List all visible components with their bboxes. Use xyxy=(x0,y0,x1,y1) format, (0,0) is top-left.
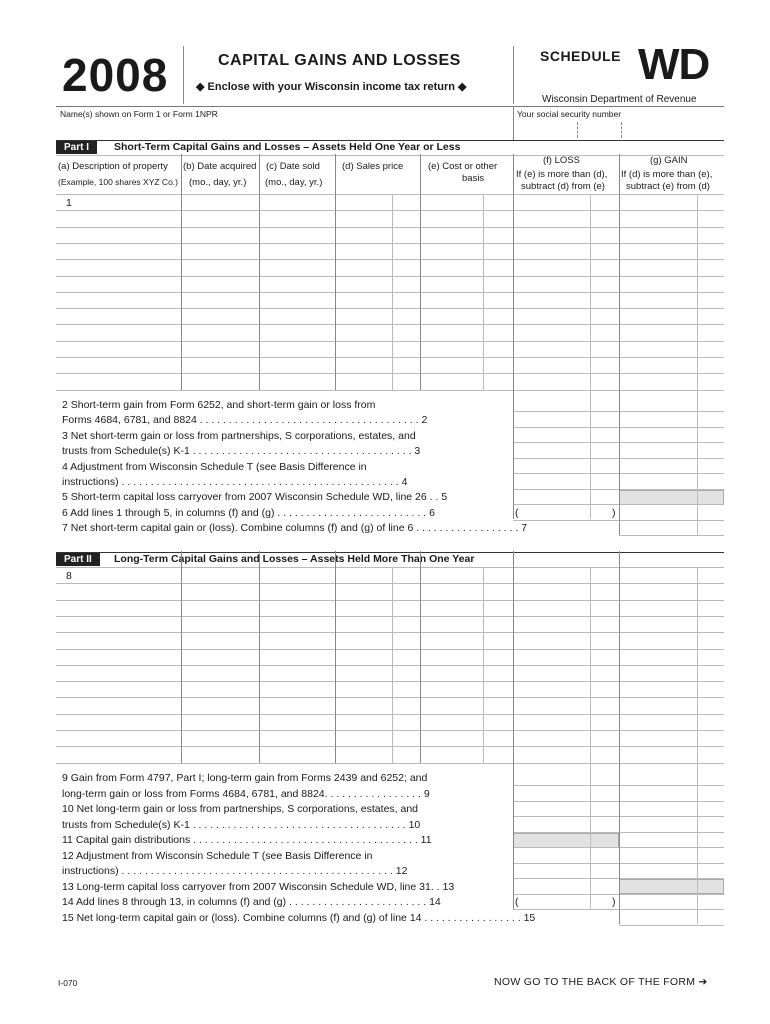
line10-text-a: 10 Net long-term gain or loss from partnerships, S corporations, estates, and xyxy=(62,803,419,815)
enclose-instruction: ◆ Enclose with your Wisconsin income tax return ◆ xyxy=(196,81,467,93)
part1-cents-divider xyxy=(697,194,698,390)
part2-col-divider xyxy=(335,551,336,763)
part1-row-rule xyxy=(56,292,724,293)
schedule-code: WD xyxy=(638,40,710,89)
col-f-rule: If (e) is more than (d), xyxy=(516,169,608,180)
part2-cents-divider xyxy=(590,567,591,763)
name-ssn-divider xyxy=(513,106,514,140)
col-b-header: (b) Date acquired xyxy=(183,161,257,172)
line2-text-b: Forms 4684, 6781, and 8824 . . . . . . . . . . . . . . . . . . . . . . . . . . . . . . . . . . . . . . 2 xyxy=(62,414,428,426)
names-label: Name(s) shown on Form 1 or Form 1NPR xyxy=(60,109,218,119)
line13-shaded-cell xyxy=(619,879,724,894)
row1-label: 1 xyxy=(66,197,72,209)
line2-text-a: 2 Short-term gain from Form 6252, and short-term gain or loss from xyxy=(62,399,376,411)
form-code: I-070 xyxy=(58,978,78,988)
part1-title: Short-Term Capital Gains and Losses – Assets Held One Year or Less xyxy=(114,141,461,153)
line15-text: 15 Net long-term capital gain or (loss). Combine columns (f) and (g) of line 14 . . . . . . . . . . . . . . . . . 15 xyxy=(62,912,536,924)
ssn-label: Your social security number xyxy=(517,109,622,119)
next-page-note: NOW GO TO THE BACK OF THE FORM ➔ xyxy=(494,976,708,988)
col-f-rule2: subtract (d) from (e) xyxy=(521,181,605,192)
col-g-rule2: subtract (e) from (d) xyxy=(626,181,710,192)
part1-row-rule xyxy=(56,341,724,342)
line14-text: 14 Add lines 8 through 13, in columns (f) and (g) . . . . . . . . . . . . . . . . . . . . . . . . 14 xyxy=(62,896,441,908)
part1-row-rule xyxy=(56,276,724,277)
part1-summary-divider xyxy=(619,390,620,535)
line11-text: 11 Capital gain distributions . . . . . . . . . . . . . . . . . . . . . . . . . . . . . . . . . . . . . . . 11 xyxy=(62,834,432,846)
part2-col-divider xyxy=(181,551,182,763)
part1-tag: Part I xyxy=(56,141,97,154)
part2-row-rule xyxy=(56,567,724,568)
schedule-label: SCHEDULE xyxy=(540,48,622,64)
col-c-header: (c) Date sold xyxy=(266,161,320,172)
line11-shaded-cell xyxy=(513,833,619,848)
part1-row-rule xyxy=(56,357,724,358)
line12-text-a: 12 Adjustment from Wisconsin Schedule T (see Basis Difference in xyxy=(62,850,373,862)
part2-row-rule xyxy=(56,763,724,764)
department-name: Wisconsin Department of Revenue xyxy=(542,94,697,105)
part2-col-divider xyxy=(420,551,421,763)
part2-col-divider xyxy=(259,551,260,763)
part2-row-rule xyxy=(56,697,724,698)
line6-paren-open: ( xyxy=(515,507,519,519)
line3-text-b: trusts from Schedule(s) K-1 . . . . . . . . . . . . . . . . . . . . . . . . . . . . . . . . . . . . . . 3 xyxy=(62,445,421,457)
part1-col-divider xyxy=(513,154,514,390)
line5-text: 5 Short-term capital loss carryover from 2007 Wisconsin Schedule WD, line 26 . . 5 xyxy=(62,491,448,503)
line5-shaded-cell xyxy=(619,490,724,505)
part2-col-divider xyxy=(513,551,514,763)
part1-summary-cents xyxy=(590,390,591,520)
part2-row-rule xyxy=(56,714,724,715)
line14-paren-close: ) xyxy=(612,896,616,908)
part2-row-rule xyxy=(56,583,724,584)
part2-cents-divider xyxy=(392,567,393,763)
col-c-sub: (mo., day, yr.) xyxy=(265,177,323,188)
part1-header-top xyxy=(56,155,724,156)
part2-row-rule xyxy=(56,600,724,601)
part2-cents-divider xyxy=(483,567,484,763)
part1-col-divider xyxy=(335,154,336,390)
part2-total-rule xyxy=(619,925,724,926)
line13-text: 13 Long-term capital loss carryover from 2007 Wisconsin Schedule WD, line 31. . 13 xyxy=(62,881,455,893)
part2-summary-divider xyxy=(619,763,620,925)
line3-text-a: 3 Net short-term gain or loss from partnerships, S corporations, estates, and xyxy=(62,430,416,442)
line7-text: 7 Net short-term capital gain or (loss). Combine columns (f) and (g) of line 6 . . . . . . . . . . . . . . . . . . 7 xyxy=(62,522,528,534)
header-rule xyxy=(56,106,724,107)
part2-row-rule xyxy=(56,681,724,682)
part2-summary-cents xyxy=(697,763,698,925)
part1-summary-cents xyxy=(697,390,698,535)
part1-col-divider xyxy=(420,154,421,390)
line9-text-a: 9 Gain from Form 4797, Part I; long-term gain from Forms 2439 and 6252; and xyxy=(62,772,428,784)
tax-year: 2008 xyxy=(62,49,169,101)
part1-col-divider xyxy=(181,154,182,390)
part1-row-rule xyxy=(56,324,724,325)
col-e-sub: basis xyxy=(462,173,485,184)
col-b-sub: (mo., day, yr.) xyxy=(189,177,247,188)
header-divider xyxy=(183,46,184,104)
part1-total-rule xyxy=(619,535,724,536)
part2-row-rule xyxy=(56,649,724,650)
part1-cents-divider xyxy=(483,194,484,390)
line9-text-b: long-term gain or loss from Forms 4684, 6781, and 8824. . . . . . . . . . . . . . . . . 9 xyxy=(62,788,430,800)
col-g-header: (g) GAIN xyxy=(650,155,688,166)
part2-col-divider xyxy=(619,551,620,763)
names-field[interactable] xyxy=(60,120,510,138)
ssn-field[interactable] xyxy=(517,120,722,138)
part2-cents-divider xyxy=(697,567,698,763)
col-g-rule: If (d) is more than (e), xyxy=(621,169,713,180)
part1-row-rule xyxy=(56,227,724,228)
col-f-header: (f) LOSS xyxy=(543,155,580,166)
part1-cents-divider xyxy=(392,194,393,390)
col-d-header: (d) Sales price xyxy=(342,161,404,172)
part2-row-rule xyxy=(56,632,724,633)
line10-text-b: trusts from Schedule(s) K-1 . . . . . . . . . . . . . . . . . . . . . . . . . . . . . . . . . . . . . 10 xyxy=(62,819,421,831)
row8-label: 8 xyxy=(66,570,72,582)
part1-summary-divider xyxy=(513,390,514,520)
part2-tag: Part II xyxy=(56,553,100,566)
part1-row-rule xyxy=(56,390,724,391)
col-e-header: (e) Cost or other xyxy=(428,161,498,172)
part2-summary-divider xyxy=(513,763,514,909)
col-a-header: (a) Description of property xyxy=(58,161,168,172)
line6-paren-close: ) xyxy=(612,507,616,519)
part2-title: Long-Term Capital Gains and Losses – Assets Held More Than One Year xyxy=(114,553,475,565)
part2-row-rule xyxy=(56,616,724,617)
part1-row-rule xyxy=(56,308,724,309)
part1-col-divider xyxy=(619,154,620,390)
line12-text-b: instructions) . . . . . . . . . . . . . . . . . . . . . . . . . . . . . . . . . . . . . . . . . . . . . . . 12 xyxy=(62,865,408,877)
part1-row-rule xyxy=(56,194,724,195)
part1-row-rule xyxy=(56,259,724,260)
part1-col-divider xyxy=(259,154,260,390)
part1-cents-divider xyxy=(590,194,591,390)
part1-row-rule xyxy=(56,373,724,374)
part2-row-rule xyxy=(56,746,724,747)
line4-text-b: instructions) . . . . . . . . . . . . . . . . . . . . . . . . . . . . . . . . . . . . . . . . . . . . . . . . 4 xyxy=(62,476,408,488)
line6-text: 6 Add lines 1 through 5, in columns (f) and (g) . . . . . . . . . . . . . . . . . . . . . . . . . . 6 xyxy=(62,507,435,519)
col-a-example: (Example, 100 shares XYZ Co.) xyxy=(58,177,178,187)
line4-text-a: 4 Adjustment from Wisconsin Schedule T (see Basis Difference in xyxy=(62,461,367,473)
part1-row-rule xyxy=(56,210,724,211)
form-title: CAPITAL GAINS AND LOSSES xyxy=(218,52,461,69)
header-divider-right xyxy=(513,46,514,104)
part2-row-rule xyxy=(56,665,724,666)
line14-paren-open: ( xyxy=(515,896,519,908)
part2-row-rule xyxy=(56,730,724,731)
part1-row-rule xyxy=(56,243,724,244)
part2-summary-cents xyxy=(590,763,591,909)
